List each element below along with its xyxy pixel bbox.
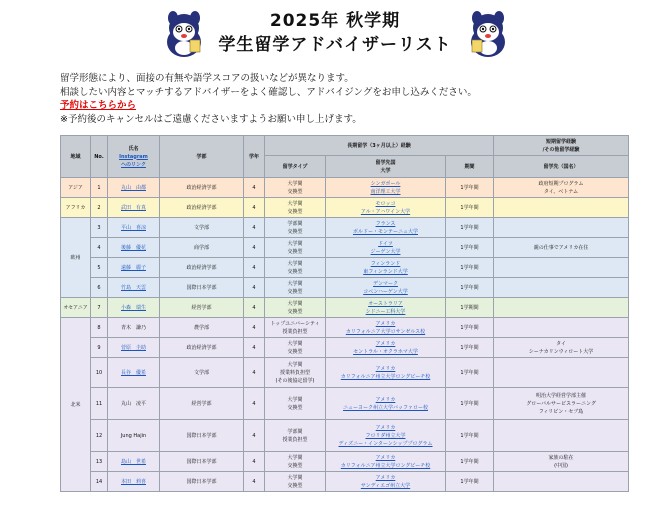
no-cell: 3 xyxy=(91,218,108,238)
no-cell: 6 xyxy=(91,278,108,298)
no-cell: 7 xyxy=(91,298,108,318)
no-cell: 5 xyxy=(91,258,108,278)
destination-country-link[interactable]: アメリカ xyxy=(375,396,396,403)
destination-country-link[interactable]: アメリカ xyxy=(375,320,396,327)
type-cell: 大学間 交換型 xyxy=(265,338,326,358)
advisor-name-link[interactable]: 武田 有真 xyxy=(120,204,146,211)
faculty-cell: 商学部 xyxy=(160,238,244,258)
no-cell: 12 xyxy=(91,420,108,452)
short-term-cell xyxy=(494,420,629,452)
destination-cell xyxy=(326,178,446,198)
period-cell: 1学年間 xyxy=(446,452,494,472)
advisor-table xyxy=(60,135,629,492)
advisor-name-cell: Jung Hajin xyxy=(108,420,160,452)
type-cell: 学部間 交換型 xyxy=(265,218,326,238)
short-term-cell: タイ シーナカリンウィロート大学 xyxy=(494,338,629,358)
destination-country-link[interactable]: フィンランド xyxy=(370,260,401,267)
region-cell: オセアニア xyxy=(61,298,91,318)
destination-country-link[interactable]: アメリカ xyxy=(375,424,396,431)
destination-country-link[interactable]: アメリカ xyxy=(375,365,396,372)
period-cell: 1学年間 xyxy=(446,420,494,452)
destination-university-link[interactable]: カリフォルニア大学ロサンゼルス校 xyxy=(345,328,426,335)
destination-cell xyxy=(326,420,446,452)
period-cell: 1学年間 xyxy=(446,278,494,298)
year-cell: 4 xyxy=(244,388,265,420)
destination-cell xyxy=(326,452,446,472)
table-row xyxy=(61,298,629,318)
intro-line-1: 留学形態により、面接の有無や語学スコアの扱いなどが異なります。 xyxy=(60,73,354,84)
table-row xyxy=(61,278,629,298)
year-cell: 4 xyxy=(244,198,265,218)
header-short-term: 短期留学経験 /その他留学経験 xyxy=(494,136,629,156)
type-cell: 大学間 交換型 xyxy=(265,278,326,298)
year-cell: 4 xyxy=(244,178,265,198)
type-cell: 大学間 交換型 xyxy=(265,298,326,318)
type-cell: 学部間 授業負担型 xyxy=(265,420,326,452)
region-cell: 北米 xyxy=(61,318,91,492)
short-term-cell: 家族の駐在 (中国) xyxy=(494,452,629,472)
no-cell: 14 xyxy=(91,472,108,492)
no-cell: 4 xyxy=(91,238,108,258)
short-term-cell xyxy=(494,218,629,238)
destination-university-link[interactable]: 南洋理工大学 xyxy=(370,188,401,195)
type-cell: 大学間 交換型 xyxy=(265,178,326,198)
faculty-cell: 国際日本学部 xyxy=(160,472,244,492)
destination-country-link[interactable]: モロッコ xyxy=(375,200,396,207)
advisor-name-link[interactable]: 本田 莉喜 xyxy=(120,478,146,485)
no-cell: 8 xyxy=(91,318,108,338)
year-cell: 4 xyxy=(244,472,265,492)
destination-university-link[interactable]: ニューヨーク州立大学バッファロー校 xyxy=(343,404,428,411)
type-cell: トップユニバーシティ 授業負担型 xyxy=(265,318,326,338)
table-row xyxy=(61,420,629,452)
destination-country-link[interactable]: ドイツ xyxy=(378,240,393,247)
short-term-cell xyxy=(494,472,629,492)
no-cell: 13 xyxy=(91,452,108,472)
table-row xyxy=(61,472,629,492)
intro-line-2: 相談したい内容とマッチするアドバイザーをよく確認し、アドバイジングをお申し込みください。 xyxy=(60,86,477,98)
region-cell: 欧州 xyxy=(61,218,91,298)
period-cell: 1学年間 xyxy=(446,388,494,420)
destination-cell xyxy=(326,298,446,318)
period-cell: 1学年間 xyxy=(446,318,494,338)
table-row xyxy=(61,238,629,258)
region-cell: アジア xyxy=(61,178,91,198)
period-cell: 1学年間 xyxy=(446,472,494,492)
title-term: 2025年 秋学期 xyxy=(269,11,401,31)
destination-country-link[interactable]: シンガポール xyxy=(370,180,401,187)
header-name: 氏名 Instagram へのリンク xyxy=(108,136,160,178)
year-cell: 4 xyxy=(244,238,265,258)
type-cell: 大学間 授業料負担型 (その後協定留学) xyxy=(265,358,326,388)
faculty-cell: 文学部 xyxy=(160,358,244,388)
destination-university-link[interactable]: カリフォルニア州立大学ロングビーチ校 xyxy=(340,462,431,469)
advisor-name-link[interactable]: 小森 瑞生 xyxy=(120,304,146,311)
header-type: 留学タイプ xyxy=(265,156,326,178)
period-cell: 1学年間 xyxy=(446,238,494,258)
faculty-cell: 国際日本学部 xyxy=(160,420,244,452)
destination-country-link[interactable]: デンマーク xyxy=(373,280,398,287)
page-title xyxy=(0,10,670,58)
year-cell: 4 xyxy=(244,258,265,278)
period-cell: 1学年間 xyxy=(446,258,494,278)
faculty-cell: 政治経済学部 xyxy=(160,258,244,278)
table-row xyxy=(61,218,629,238)
period-cell: 1学年間 xyxy=(446,338,494,358)
year-cell: 4 xyxy=(244,420,265,452)
header-region: 地域 xyxy=(61,136,91,178)
short-term-cell xyxy=(494,358,629,388)
faculty-cell: 国際日本学部 xyxy=(160,452,244,472)
faculty-cell: 農学部 xyxy=(160,318,244,338)
destination-cell xyxy=(326,318,446,338)
intro-text xyxy=(60,72,660,126)
table-row xyxy=(61,318,629,338)
header-period: 期間 xyxy=(446,156,494,178)
advisor-name-link[interactable]: 竹島 天雲 xyxy=(120,284,146,291)
header-short-destination: 留学先（国名） xyxy=(494,156,629,178)
advisor-name-cell: 青木 謙乃 xyxy=(108,318,160,338)
table-row xyxy=(61,198,629,218)
short-term-cell xyxy=(494,198,629,218)
destination-cell xyxy=(326,238,446,258)
destination-cell xyxy=(326,198,446,218)
short-term-cell: 政府短期プログラム タイ、ベトナム xyxy=(494,178,629,198)
type-cell: 大学間 交換型 xyxy=(265,258,326,278)
table-row xyxy=(61,178,629,198)
no-cell: 1 xyxy=(91,178,108,198)
destination-cell xyxy=(326,358,446,388)
advisor-name-link[interactable]: 長谷 優希 xyxy=(120,369,146,376)
no-cell: 2 xyxy=(91,198,108,218)
type-cell: 大学間 交換型 xyxy=(265,452,326,472)
table-row xyxy=(61,358,629,388)
destination-cell xyxy=(326,472,446,492)
year-cell: 4 xyxy=(244,298,265,318)
no-cell: 9 xyxy=(91,338,108,358)
destination-cell xyxy=(326,258,446,278)
year-cell: 4 xyxy=(244,452,265,472)
destination-university-link[interactable]: 東フィンランド大学 xyxy=(363,268,408,275)
table-row xyxy=(61,388,629,420)
destination-university-link[interactable]: サンディエゴ州立大学 xyxy=(360,482,411,489)
short-term-cell xyxy=(494,318,629,338)
no-cell: 10 xyxy=(91,358,108,388)
advisor-name-link[interactable]: 遠藤 麗子 xyxy=(120,264,146,271)
destination-cell xyxy=(326,278,446,298)
destination-cell xyxy=(326,338,446,358)
period-cell: 1学年間 xyxy=(446,218,494,238)
region-cell: アフリカ xyxy=(61,198,91,218)
destination-university-link[interactable]: アル・アハワイン大学 xyxy=(360,208,411,215)
faculty-cell: 政治経済学部 xyxy=(160,198,244,218)
faculty-cell: 文学部 xyxy=(160,218,244,238)
destination-university-link[interactable]: コペンハーゲン大学 xyxy=(363,288,408,295)
faculty-cell: 国際日本学部 xyxy=(160,278,244,298)
cancel-note: ※予約後のキャンセルはご遠慮くださいますようお願い申し上げます。 xyxy=(60,113,362,125)
no-cell: 11 xyxy=(91,388,108,420)
type-cell: 大学間 交換型 xyxy=(265,238,326,258)
short-term-cell xyxy=(494,298,629,318)
destination-university-link[interactable]: セントラル・オクラホマ大学 xyxy=(353,348,418,355)
advisor-name-cell: 丸山 凌平 xyxy=(108,388,160,420)
type-cell: 大学間 交換型 xyxy=(265,198,326,218)
destination-university-link[interactable]: ジーゲン大学 xyxy=(370,248,401,255)
destination-university-link[interactable]: シドニー工科大学 xyxy=(365,308,406,315)
table-row xyxy=(61,338,629,358)
faculty-cell: 経営学部 xyxy=(160,388,244,420)
destination-country-link[interactable]: フランス xyxy=(375,220,396,227)
advisor-name-link[interactable]: 丸山 由都 xyxy=(120,184,146,191)
year-cell: 4 xyxy=(244,278,265,298)
type-cell: 大学間 交換型 xyxy=(265,388,326,420)
advisor-name-link[interactable]: 島山 世希 xyxy=(120,458,146,465)
type-cell: 大学間 交換型 xyxy=(265,472,326,492)
short-term-cell: 親の仕事でアメリカ在住 xyxy=(494,238,629,258)
year-cell: 4 xyxy=(244,218,265,238)
header-no: No. xyxy=(91,136,108,178)
year-cell: 4 xyxy=(244,338,265,358)
destination-university-link[interactable]: フロリダ州立大学 xyxy=(365,432,406,439)
year-cell: 4 xyxy=(244,358,265,388)
short-term-cell: 明治大学経営学部主催 グローバルサービスラーニング フィリピン・セブ島 xyxy=(494,388,629,420)
period-cell: 1学年間 xyxy=(446,198,494,218)
destination-university-link[interactable]: カリフォルニア州立大学ロングビーチ校 xyxy=(340,373,431,380)
short-term-cell xyxy=(494,278,629,298)
header-year: 学年 xyxy=(244,136,265,178)
destination-university-link[interactable]: ボルドー・モンテーニュ大学 xyxy=(352,228,418,235)
destination-country-link[interactable]: アメリカ xyxy=(375,474,396,481)
faculty-cell: 政治経済学部 xyxy=(160,178,244,198)
destination-cell xyxy=(326,388,446,420)
destination-country-link[interactable]: オーストラリア xyxy=(368,300,403,307)
destination-country-link[interactable]: アメリカ xyxy=(375,454,396,461)
period-cell: 1学期間 xyxy=(446,298,494,318)
period-cell: 1学年間 xyxy=(446,358,494,388)
reserve-link[interactable]: 予約はこちらから xyxy=(60,100,137,111)
advisor-name-link[interactable]: 後藤 優花 xyxy=(120,244,146,251)
table-row xyxy=(61,258,629,278)
destination-program-link[interactable]: ディズニー・インターンシッププログラム xyxy=(338,440,433,447)
advisor-name-link[interactable]: 菅原 圭助 xyxy=(120,344,146,351)
faculty-cell: 経営学部 xyxy=(160,298,244,318)
destination-country-link[interactable]: アメリカ xyxy=(375,340,396,347)
year-cell: 4 xyxy=(244,318,265,338)
header-destination: 留学先国 大学 xyxy=(326,156,446,178)
period-cell: 1学年間 xyxy=(446,178,494,198)
title-main: 学生留学アドバイザーリスト xyxy=(218,35,452,55)
destination-cell xyxy=(326,218,446,238)
advisor-name-link[interactable]: 平山 喜涼 xyxy=(120,224,146,231)
header-long-term: 長期留学（3ヶ月以上）経験 xyxy=(265,136,494,156)
short-term-cell xyxy=(494,258,629,278)
table-row xyxy=(61,452,629,472)
header-faculty: 学部 xyxy=(160,136,244,178)
faculty-cell: 政治経済学部 xyxy=(160,338,244,358)
